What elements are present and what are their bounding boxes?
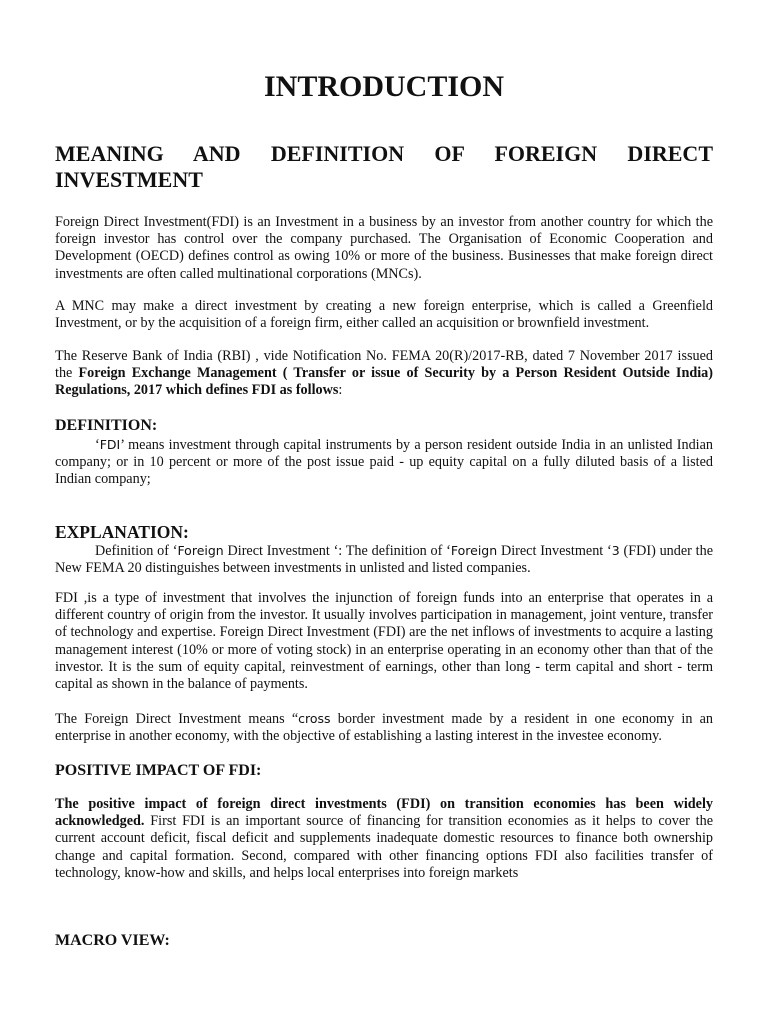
explanation-text: (FDI) under the New FEMA 20 distinguishes between investments in unlisted and listed companies. — [55, 543, 714, 577]
explanation-text: : The definition of ‘ — [338, 543, 451, 559]
paragraph-mnc: A MNC may make a direct investment by creating a new foreign enterprise, which is called a Greenfield Investment, or by the acquisition of a foreign firm, either called an acquisition or brownfield investment. — [55, 298, 713, 332]
positive-impact-heading: POSITIVE IMPACT OF FDI: — [55, 762, 262, 779]
explanation-text: Direct Investment ‘ — [497, 543, 612, 559]
explanation-paragraph-1 — [55, 542, 713, 577]
explanation-paragraph-2: FDI ,is a type of investment that involves the injunction of foreign funds into an enterprise that operates in a different country of origin from the investor. It usually involves participation in management, joint venture, transfer of technology and expertise. Foreign Direct Investment (FDI) are the net inflows of investments to acquire a lasting management interest (10% or more of voting stock) in an enterprise operating in an economy other than that of the investor. It is the sum of equity capital, reinvestment of earnings, other than long - term capital and short - term capital as shown in the balance of payments. — [55, 590, 713, 693]
explanation-term: Foreign — [450, 543, 498, 558]
definition-heading: DEFINITION: — [55, 417, 158, 434]
explanation-paragraph-3 — [55, 710, 713, 745]
explanation-text: The Foreign Direct Investment means “ — [55, 711, 299, 727]
section-heading: MEANING AND DEFINITION OF FOREIGN DIRECT INVESTMENT — [55, 141, 713, 192]
positive-impact-paragraph — [55, 796, 713, 882]
positive-impact-lead: The positive impact of foreign direct investments (FDI) on transition economies has been widely acknowledged. — [55, 796, 713, 830]
explanation-heading: EXPLANATION: — [55, 522, 189, 542]
explanation-term: Foreign — [177, 543, 224, 558]
explanation-text: Definition of ‘ — [95, 543, 178, 559]
paragraph-fdi-intro: Foreign Direct Investment(FDI) is an Investment in a business by an investor from another country for which the foreign investor has control over the company purchased. The Organisation of Economic Cooperation and Development (OECD) defines control as owing 10% or more of the business. Businesses that make foreign direct investments are often called multinational corporations (MNCs). — [55, 214, 713, 282]
definition-paragraph — [55, 436, 713, 489]
rbi-lead-text: The Reserve Bank of India (RBI) , vide Notification No. FEMA 20(R)/2017-RB, dated 7 November 2017 issued the — [55, 348, 713, 382]
macro-view-heading: MACRO VIEW: — [55, 932, 170, 949]
definition-term: FDI — [99, 437, 121, 452]
explanation-number: 3 — [611, 543, 620, 558]
positive-impact-body: First FDI is an important source of financing for transition economies as it helps to cover the current account deficit, fiscal deficit and supplements inadequate domestic resources to finance both ownership change and capital formation. Second, compared with other financing options FDI also facilities transfer of technology, know-how and skills, and helps local enterprises into foreign markets — [55, 813, 713, 881]
explanation-text: border investment made by a resident in one economy in an enterprise in another economy, with the objective of establishing a lasting interest in the investee economy. — [55, 711, 713, 745]
definition-body: ’ means investment through capital instruments by a person resident outside India in an unlisted Indian company; or in 10 percent or more of the post issue paid - up equity capital on a fully diluted basis of a listed Indian company; — [55, 437, 713, 488]
regulation-title: Foreign Exchange Management ( Transfer or issue of Security by a Person Resident Outside India) Regulations, 2017 which defines FDI as follows — [55, 365, 713, 399]
definition-quote-open: ‘ — [95, 437, 100, 453]
paragraph-rbi-notification — [55, 348, 713, 400]
page-title: INTRODUCTION — [263, 70, 505, 103]
rbi-tail-text: : — [338, 382, 343, 399]
explanation-term: cross — [298, 711, 331, 726]
explanation-text: Direct Investment ‘ — [223, 543, 339, 559]
